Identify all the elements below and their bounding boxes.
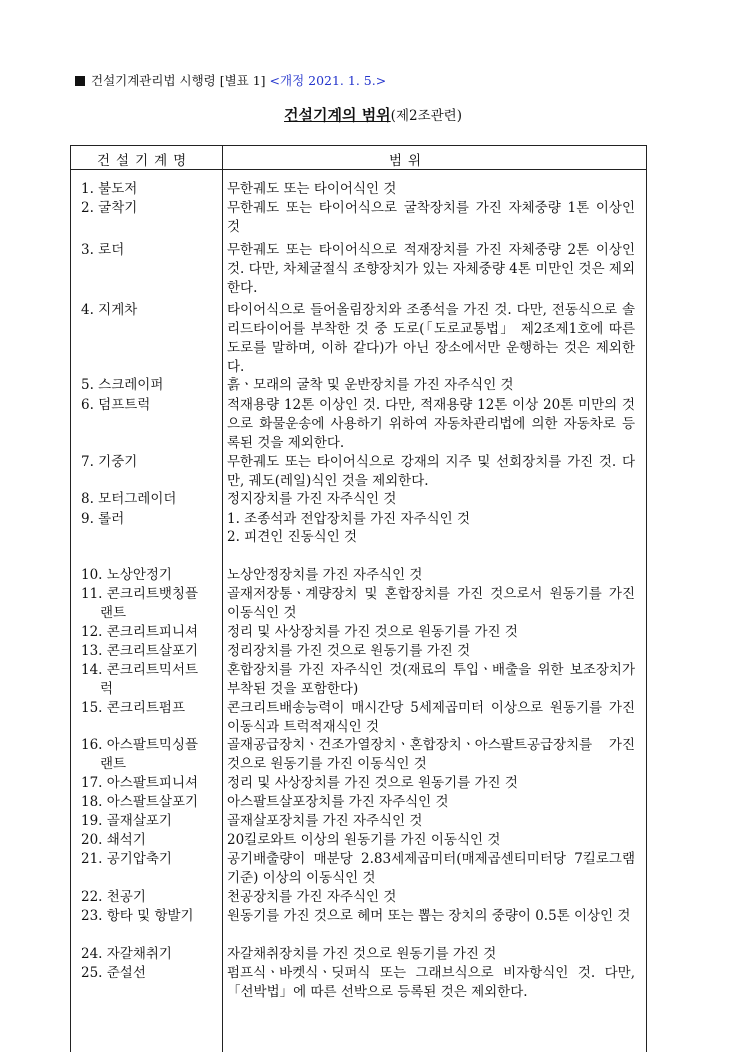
machine-scope: 무한궤도 또는 타이어식으로 적재장치를 가진 자체중량 2톤 이상인 것. 다만, 차체굴절식 조향장치가 있는 자체중량 4톤 미만인 것은 제외한다. [227, 242, 635, 296]
header-prefix: 건설기계관리법 시행령 [별표 1] [91, 73, 266, 88]
machine-scope: 적재용량 12톤 이상인 것. 다만, 적재용량 12톤 이상 20톤 미만의 것으로 화물운송에 사용하기 위하여 자동차관리법에 의한 자동차로 등록된 것을 제외한다. [227, 397, 635, 451]
machinery-table [70, 145, 647, 1052]
machine-name: 23. 항타 및 항발기 [81, 908, 194, 924]
machine-name: 6. 덤프트럭 [81, 397, 151, 413]
machine-scope: 골재살포장치를 가진 자주식인 것 [227, 813, 423, 829]
machine-scope: 무한궤도 또는 타이어식인 것 [227, 181, 397, 197]
column-header-name: 건설기계명 [97, 153, 193, 169]
machine-scope: 골재공급장치ㆍ건조가열장치ㆍ혼합장치ㆍ아스팔트공급장치를 가진 것으로 원동기를 가진 이동식인 것 [227, 737, 635, 772]
machine-scope: 타이어식으로 들어올림장치와 조종석을 가진 것. 다만, 전동식으로 솔리드타이어를 부착한 것 중 도로(「도로교통법」 제2조제1호에 따른 도로를 말하며, 이하 같다)가 아닌 장소에서만 운행하는 것은 제외한다. [227, 302, 635, 375]
machine-name: 5. 스크레이퍼 [81, 377, 164, 393]
machine-name: 17. 아스팔트피니셔 [81, 775, 199, 791]
machine-name: 25. 준설선 [81, 965, 146, 981]
machine-scope: 1. 조종석과 전압장치를 가진 자주식인 것 [227, 511, 470, 527]
column-header-scope: 범위 [389, 153, 428, 169]
machine-name: 15. 콘크리트펌프 [81, 700, 186, 716]
machine-name: 11. 콘크리트뱃칭플 랜트 [81, 586, 199, 621]
machine-name: 20. 쇄석기 [81, 832, 146, 848]
machine-name: 22. 천공기 [81, 889, 146, 905]
machine-name: 14. 콘크리트믹서트 럭 [81, 662, 199, 697]
machine-name: 21. 공기압축기 [81, 851, 172, 867]
machine-scope: 공기배출량이 매분당 2.83세제곱미터(매제곱센티미터당 7킬로그램 기준) 이상의 이동식인 것 [227, 851, 635, 886]
machine-scope: 아스팔트살포장치를 가진 자주식인 것 [227, 794, 449, 810]
machine-name: 13. 콘크리트살포기 [81, 643, 199, 659]
machine-name: 2. 굴착기 [81, 200, 138, 216]
machine-scope: 원동기를 가진 것으로 헤머 또는 뽑는 장치의 중량이 0.5톤 이상인 것 [227, 908, 631, 924]
machine-scope: 흙ㆍ모래의 굴착 및 운반장치를 가진 자주식인 것 [227, 377, 514, 393]
machine-scope: 정리장치를 가진 것으로 원동기를 가진 것 [227, 643, 471, 659]
machine-name: 7. 기중기 [81, 454, 138, 470]
machine-scope: 20킬로와트 이상의 원동기를 가진 이동식인 것 [227, 832, 501, 848]
machine-scope: 노상안정장치를 가진 자주식인 것 [227, 567, 423, 583]
machine-scope: 자갈채취장치를 가진 것으로 원동기를 가진 것 [227, 946, 497, 962]
machine-scope: 천공장치를 가진 자주식인 것 [227, 889, 397, 905]
table-header [71, 146, 646, 170]
page-title [0, 104, 746, 125]
square-bullet-icon [75, 76, 85, 86]
machine-name: 16. 아스팔트믹싱플 랜트 [81, 737, 199, 772]
machine-name: 9. 롤러 [81, 511, 125, 527]
machine-scope: 골재저장통ㆍ계량장치 및 혼합장치를 가진 것으로서 원동기를 가진 이동식인 것 [227, 586, 635, 621]
machine-name: 4. 지게차 [81, 302, 138, 318]
machine-scope: 혼합장치를 가진 자주식인 것(재료의 투입ㆍ배출을 위한 보조장치가 부착된 것을 포함한다) [227, 662, 635, 697]
machine-scope: 정지장치를 가진 자주식인 것 [227, 491, 397, 507]
machine-name: 1. 불도저 [81, 181, 138, 197]
machine-name: 8. 모터그레이더 [81, 491, 177, 507]
machine-scope: 2. 피견인 진동식인 것 [227, 529, 358, 545]
machine-scope: 무한궤도 또는 타이어식으로 강재의 지주 및 선회장치를 가진 것. 다만, 궤도(레일)식인 것을 제외한다. [227, 454, 635, 489]
machine-name: 10. 노상안정기 [81, 567, 172, 583]
machine-name: 18. 아스팔트살포기 [81, 794, 199, 810]
title-main: 건설기계의 범위 [284, 106, 391, 124]
machine-name: 12. 콘크리트피니셔 [81, 624, 199, 640]
machine-scope: 정리 및 사상장치를 가진 것으로 원동기를 가진 것 [227, 775, 518, 791]
machine-scope: 콘크리트배송능력이 매시간당 5세제곱미터 이상으로 원동기를 가진 이동식과 트럭적재식인 것 [227, 700, 635, 735]
machine-scope: 펌프식ㆍ바켓식ㆍ딧퍼식 또는 그래브식으로 비자항식인 것. 다만, 「선박법」에 따른 선박으로 등록된 것은 제외한다. [227, 965, 635, 1000]
amendment-link[interactable]: <개정 2021. 1. 5.> [269, 73, 387, 88]
machine-name: 24. 자갈채취기 [81, 946, 172, 962]
machine-scope: 정리 및 사상장치를 가진 것으로 원동기를 가진 것 [227, 624, 518, 640]
document-header [75, 71, 386, 89]
machine-scope: 무한궤도 또는 타이어식으로 굴착장치를 가진 자체중량 1톤 이상인 것 [227, 200, 635, 235]
machine-name: 19. 골재살포기 [81, 813, 172, 829]
machine-name: 3. 로더 [81, 242, 125, 258]
title-sub: (제2조관련) [390, 108, 462, 124]
